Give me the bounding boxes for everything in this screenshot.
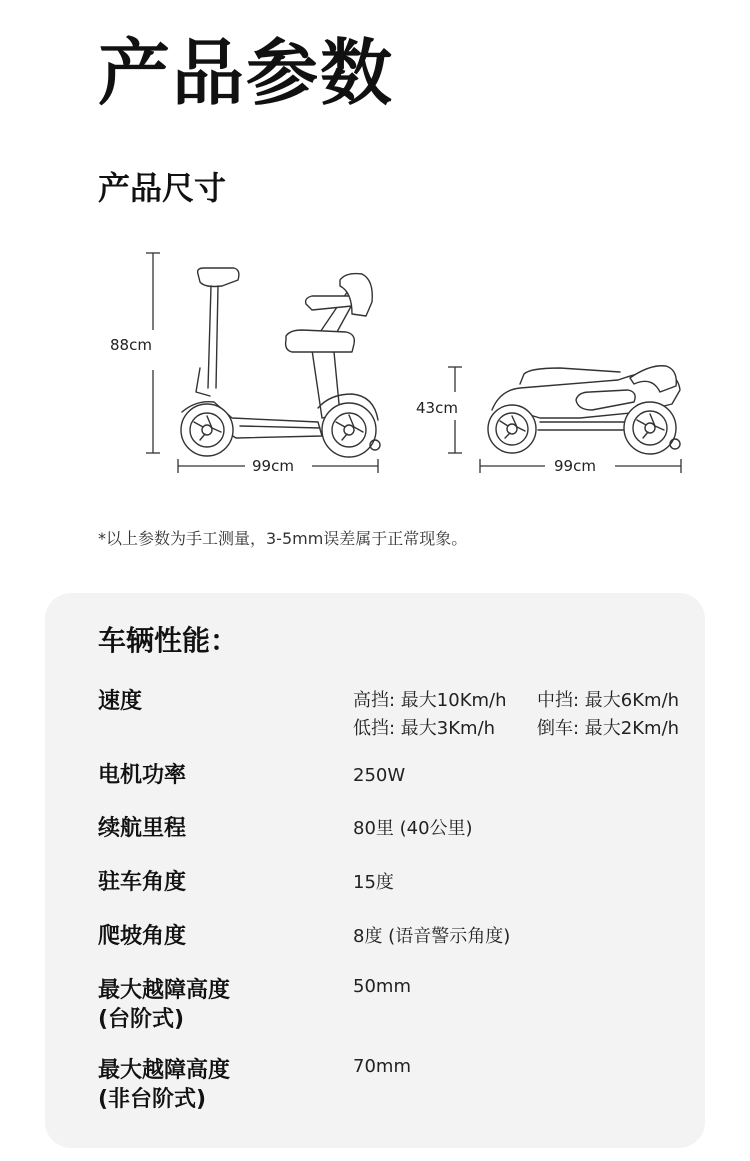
specs-panel xyxy=(45,593,705,1148)
spec-value-parking-angle: 15度 xyxy=(353,872,394,893)
spec-label-max-obstacle-nonstep: 最大越障高度 xyxy=(98,1058,231,1083)
section-title-dimensions: 产品尺寸 xyxy=(98,169,227,207)
spec-value-max-obstacle-nonstep: 70mm xyxy=(353,1056,411,1077)
speed-mid: 中挡: 最大6Km/h xyxy=(537,690,680,711)
scooter-dimension-diagram xyxy=(0,240,750,480)
spec-label-climbing-angle: 爬坡角度 xyxy=(98,924,187,949)
spec-value-range: 80里 (40公里) xyxy=(353,818,473,839)
spec-label-motor-power: 电机功率 xyxy=(98,763,187,788)
spec-label-max-obstacle-nonstep-sub: (非台阶式) xyxy=(98,1087,207,1112)
speed-low: 低挡: 最大3Km/h xyxy=(353,718,496,739)
folded-scooter-drawing xyxy=(488,366,680,454)
spec-value-climbing-angle: 8度 (语音警示角度) xyxy=(353,926,511,947)
spec-value-max-obstacle-step: 50mm xyxy=(353,976,411,997)
spec-label-max-obstacle-step: 最大越障高度 xyxy=(98,978,231,1003)
unfolded-height-label: 88cm xyxy=(110,336,152,354)
folded-length-label: 99cm xyxy=(554,457,596,475)
spec-label-speed: 速度 xyxy=(98,689,143,714)
spec-label-max-obstacle-step-sub: (台阶式) xyxy=(98,1007,185,1032)
specs-section-title: 车辆性能： xyxy=(98,624,239,657)
unfolded-length-label: 99cm xyxy=(252,457,294,475)
folded-height-label: 43cm xyxy=(416,399,458,417)
unfolded-scooter-drawing xyxy=(181,268,380,457)
spec-label-range: 续航里程 xyxy=(98,816,187,841)
measurement-note: *以上参数为手工测量，3-5mm误差属于正常现象。 xyxy=(98,529,468,548)
speed-high: 高挡: 最大10Km/h xyxy=(353,690,507,711)
spec-label-parking-angle: 驻车角度 xyxy=(98,870,187,895)
speed-reverse: 倒车: 最大2Km/h xyxy=(537,718,680,739)
spec-value-motor-power: 250W xyxy=(353,765,406,786)
page-title: 产品参数 xyxy=(98,31,395,115)
